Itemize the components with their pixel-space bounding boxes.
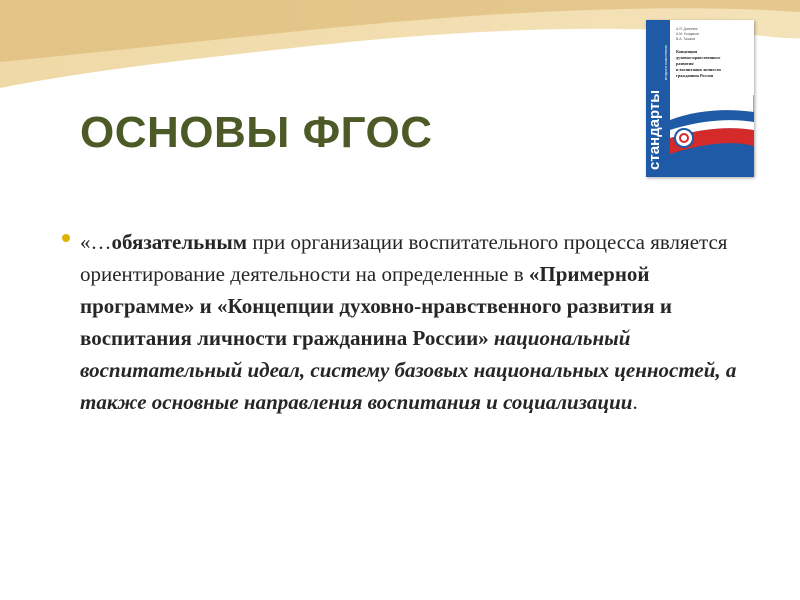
book-title-line-2: духовно-нравственного	[676, 55, 721, 60]
book-title-line-5: гражданина России	[676, 73, 714, 78]
book-title-line-1: Концепция	[676, 49, 698, 54]
bullet-text	[80, 226, 760, 418]
book-author-2: А.М. Кондаков	[676, 32, 699, 36]
book-spine-subtitle: второго поколения	[663, 45, 668, 80]
bullet-bold-1: обязательным	[111, 230, 248, 254]
bullet-open-quote: «…	[80, 230, 112, 254]
bullet-bold-2: «Примерной программе» и «Концепции духовно-нравственного развития и воспитания личности гражданина России»	[80, 262, 672, 350]
book-author-3: В.А. Тишков	[676, 37, 696, 41]
bullet-emphasis-3: национальный воспитательный идеал, систему базовых национальных ценностей, а также основные направления воспитания и социализации	[80, 326, 737, 414]
bullet-marker	[62, 234, 70, 242]
book-cover-image	[646, 20, 754, 177]
bullet-text-1: при организации воспитательного процесса является ориентирование деятельности на определенные в	[80, 230, 728, 286]
book-author-1: А.Я. Данилюк	[676, 27, 698, 31]
page-title: ОСНОВЫ ФГОС	[80, 108, 433, 157]
book-spine-text: стандарты	[646, 89, 663, 170]
bullet-end: .	[632, 390, 638, 414]
book-title-line-4: и воспитания личности	[676, 67, 721, 72]
book-title-line-3: развития	[676, 61, 694, 66]
